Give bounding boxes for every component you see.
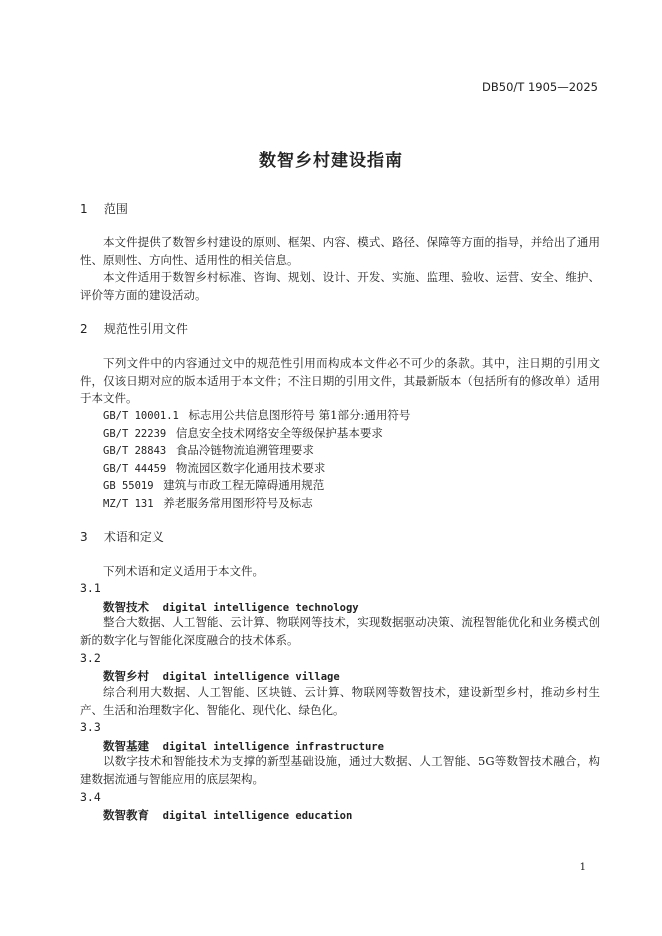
reference-code: GB/T 28843 (103, 445, 167, 457)
section-title: 术语和定义 (103, 530, 164, 544)
section-title: 范围 (103, 202, 128, 216)
term-heading (103, 807, 352, 823)
term-heading (103, 738, 384, 754)
reference-name: 食品冷链物流追溯管理要求 (175, 443, 314, 457)
reference-code: MZ/T 131 (103, 498, 154, 510)
term-number: 3.2 (80, 651, 101, 665)
term-number: 3.3 (80, 720, 101, 734)
reference-name: 养老服务常用图形符号及标志 (163, 496, 313, 510)
reference-code: GB/T 10001.1 (103, 410, 179, 422)
reference-item (103, 425, 383, 441)
term-heading (103, 668, 340, 684)
term-english: digital intelligence infrastructure (162, 741, 384, 753)
scope-paragraph-1: 本文件提供了数智乡村建设的原则、框架、内容、模式、路径、保障等方面的指导，并给出了通用性、原则性、方向性、适用性的相关信息。 (80, 235, 600, 267)
section-number: 1 (80, 202, 88, 216)
reference-item (103, 495, 313, 511)
section-3-heading (80, 528, 164, 545)
reference-name: 标志用公共信息图形符号 第1部分:通用符号 (188, 408, 411, 422)
reference-item (103, 460, 325, 476)
section-number: 3 (80, 530, 88, 544)
term-definition: 整合大数据、人工智能、云计算、物联网等技术，实现数据驱动决策、流程智能优化和业务模式创新的数字化与智能化深度融合的技术体系。 (80, 615, 600, 647)
term-number: 3.1 (80, 581, 101, 595)
term-chinese: 数智基建 (103, 739, 149, 753)
document-code: DB50/T 1905—2025 (482, 80, 598, 94)
term-heading (103, 599, 359, 615)
section-1-heading (80, 200, 128, 217)
section-title: 规范性引用文件 (103, 322, 188, 336)
scope-paragraph-2: 本文件适用于数智乡村标准、咨询、规划、设计、开发、实施、监理、验收、运营、安全、维护、评价等方面的建设活动。 (80, 270, 600, 302)
reference-item (103, 477, 324, 493)
terms-intro: 下列术语和定义适用于本文件。 (103, 564, 264, 578)
term-number: 3.4 (80, 790, 101, 804)
section-number: 2 (80, 322, 88, 336)
term-english: digital intelligence technology (162, 602, 359, 614)
term-definition: 以数字技术和智能技术为支撑的新型基础设施，通过大数据、人工智能、5G等数智技术融合，构建数据流通与智能应用的底层架构。 (80, 754, 600, 786)
page-number: 1 (579, 862, 586, 873)
term-chinese: 数智技术 (103, 600, 149, 614)
section-2-heading (80, 320, 188, 337)
reference-name: 信息安全技术网络安全等级保护基本要求 (175, 426, 383, 440)
term-definition: 综合利用大数据、人工智能、区块链、云计算、物联网等数智技术，建设新型乡村，推动乡村生产、生活和治理数字化、智能化、现代化、绿色化。 (80, 685, 600, 717)
term-english: digital intelligence village (162, 671, 340, 683)
reference-name: 物流园区数字化通用技术要求 (175, 461, 326, 475)
reference-name: 建筑与市政工程无障碍通用规范 (163, 478, 325, 492)
reference-code: GB/T 44459 (103, 463, 167, 475)
term-chinese: 数智教育 (103, 808, 149, 822)
normative-intro: 下列文件中的内容通过文中的规范性引用而构成本文件必不可少的条款。其中，注日期的引用文件，仅该日期对应的版本适用于本文件；不注日期的引用文件，其最新版本（包括所有的修改单）适用于本文件。 (80, 356, 600, 405)
term-english: digital intelligence education (162, 810, 353, 822)
reference-item (103, 442, 314, 458)
page-title: 数智乡村建设指南 (259, 151, 403, 171)
reference-code: GB 55019 (103, 480, 154, 492)
reference-code: GB/T 22239 (103, 428, 167, 440)
reference-item (103, 407, 410, 423)
term-chinese: 数智乡村 (103, 669, 149, 683)
